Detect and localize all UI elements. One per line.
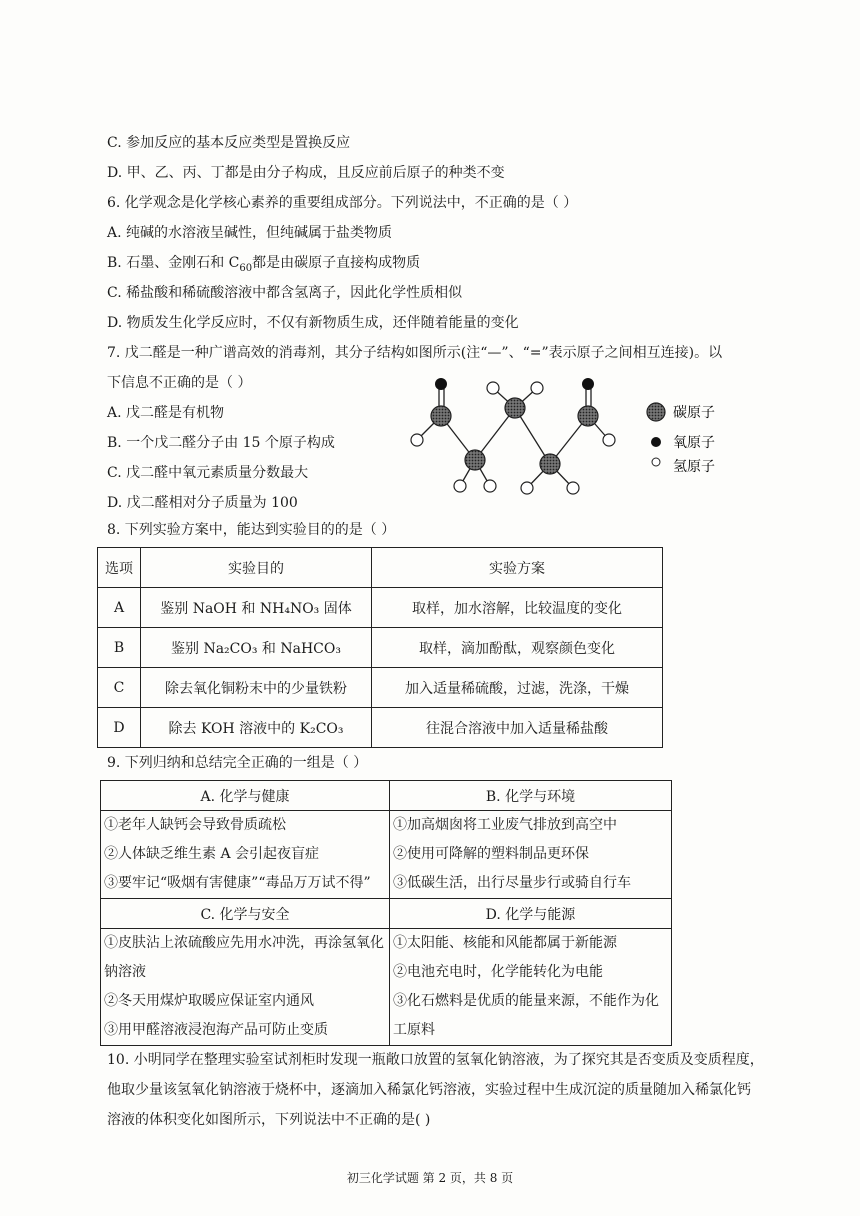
- table-header-row: [98, 548, 663, 588]
- glutaraldehyde-molecule-diagram: [405, 372, 725, 502]
- legend-oxygen: 氧原子: [673, 435, 715, 451]
- question-10-stem-2: 他取少量该氢氧化钠溶液于烧杯中，逐滴加入稀氯化钙溶液，实验过程中生成沉淀的质量随加入稀氯化钙: [107, 1082, 751, 1098]
- experiment-table: [97, 547, 663, 748]
- q6-option-c: C. 稀盐酸和稀硫酸溶液中都含氢离子，因此化学性质相似: [107, 285, 463, 301]
- row-goal: 鉴别 Na₂CO₃ 和 NaHCO₃: [141, 628, 372, 668]
- row-plan: 取样，加水溶解，比较温度的变化: [372, 588, 663, 628]
- option-c-text: C. 参加反应的基本反应类型是置换反应: [107, 135, 351, 151]
- legend-carbon: 碳原子: [673, 405, 715, 421]
- table-row: [98, 668, 663, 708]
- cell-a-title: A. 化学与健康: [101, 781, 390, 811]
- row-goal: 鉴别 NaOH 和 NH₄NO₃ 固体: [141, 588, 372, 628]
- option-d-text: D. 甲、乙、丙、丁都是由分子构成，且反应前后原子的种类不变: [107, 165, 505, 181]
- q7-option-a: A. 戊二醛是有机物: [107, 405, 225, 421]
- table-row: [98, 708, 663, 748]
- cell-d-content: [390, 929, 672, 1046]
- row-option: D: [98, 708, 141, 748]
- q7-option-b: B. 一个戊二醛分子由 15 个原子构成: [107, 435, 335, 451]
- question-8-stem: 8. 下列实验方案中，能达到实验目的的是（ ）: [107, 522, 396, 538]
- question-9-stem: 9. 下列归纳和总结完全正确的一组是（ ）: [107, 755, 368, 771]
- table-row: [98, 628, 663, 668]
- row-option: B: [98, 628, 141, 668]
- q6b-subscript: 60: [239, 262, 253, 274]
- list-item: ③要牢记“吸烟有害健康”“毒品万万试不得”: [104, 875, 371, 891]
- row-plan: 取样，滴加酚酞，观察颜色变化: [372, 628, 663, 668]
- list-item: ①太阳能、核能和风能都属于新能源: [393, 935, 617, 951]
- cell-b-content: [390, 811, 672, 899]
- list-item: ②电池充电时，化学能转化为电能: [393, 964, 603, 980]
- q7-option-d: D. 戊二醛相对分子质量为 100: [107, 495, 298, 511]
- cell-c-content: [101, 929, 390, 1046]
- row-option: A: [98, 588, 141, 628]
- row-plan: 加入适量稀硫酸，过滤，洗涤，干燥: [372, 668, 663, 708]
- table-row: [98, 588, 663, 628]
- list-item: ②冬天用煤炉取暖应保证室内通风: [104, 993, 314, 1009]
- list-item: ③用甲醛溶液浸泡海产品可防止变质: [104, 1022, 328, 1038]
- list-item: ②人体缺乏维生素 A 会引起夜盲症: [104, 846, 320, 862]
- row-option: C: [98, 668, 141, 708]
- header-plan: 实验方案: [372, 548, 663, 588]
- header-option: 选项: [98, 548, 141, 588]
- row-goal: 除去氧化铜粉末中的少量铁粉: [141, 668, 372, 708]
- question-7-stem: 7. 戊二醛是一种广谱高效的消毒剂，其分子结构如图所示(注“—”、“=”表示原子之间相互连接)。以: [107, 345, 723, 361]
- row-goal: 除去 KOH 溶液中的 K₂CO₃: [141, 708, 372, 748]
- list-item: ②使用可降解的塑料制品更环保: [393, 846, 589, 862]
- legend-hydrogen: 氢原子: [673, 459, 715, 475]
- list-item: ③化石燃料是优质的能量来源，不能作为化: [393, 993, 659, 1009]
- list-item: 工原料: [393, 1022, 435, 1038]
- list-item: ①老年人缺钙会导致骨质疏松: [104, 817, 286, 833]
- q6b-part2: 都是由碳原子直接构成物质: [252, 255, 421, 271]
- question-10-stem-3: 溶液的体积变化如图所示，下列说法中不正确的是( ): [107, 1112, 431, 1128]
- q6-option-d: D. 物质发生化学反应时，不仅有新物质生成，还伴随着能量的变化: [107, 315, 519, 331]
- cell-c-title: C. 化学与安全: [101, 899, 390, 929]
- page-footer: 初三化学试题 第 2 页，共 8 页: [346, 1171, 514, 1185]
- q7-option-c: C. 戊二醛中氧元素质量分数最大: [107, 465, 309, 481]
- list-item: ①皮肤沾上浓硫酸应先用水冲洗，再涂氢氧化: [104, 935, 384, 951]
- question-7-stem-2: 下信息不正确的是（ ）: [107, 375, 252, 391]
- summary-table: [100, 780, 672, 1046]
- row-plan: 往混合溶液中加入适量稀盐酸: [372, 708, 663, 748]
- q6b-part1: B. 石墨、金刚石和 C: [107, 255, 240, 271]
- list-item: ①加高烟囱将工业废气排放到高空中: [393, 817, 617, 833]
- cell-d-title: D. 化学与能源: [390, 899, 672, 929]
- header-goal: 实验目的: [141, 548, 372, 588]
- cell-b-title: B. 化学与环境: [390, 781, 672, 811]
- list-item: 钠溶液: [104, 964, 146, 980]
- question-6-stem: 6. 化学观念是化学核心素养的重要组成部分。下列说法中，不正确的是（ ）: [107, 195, 578, 211]
- q6-option-b: [107, 253, 420, 279]
- q6-option-a: A. 纯碱的水溶液呈碱性，但纯碱属于盐类物质: [107, 225, 393, 241]
- cell-a-content: [101, 811, 390, 899]
- question-10-stem: 10. 小明同学在整理实验室试剂柜时发现一瓶敞口放置的氢氧化钠溶液，为了探究其是否变质及变质程度，: [107, 1052, 764, 1068]
- list-item: ③低碳生活，出行尽量步行或骑自行车: [393, 875, 631, 891]
